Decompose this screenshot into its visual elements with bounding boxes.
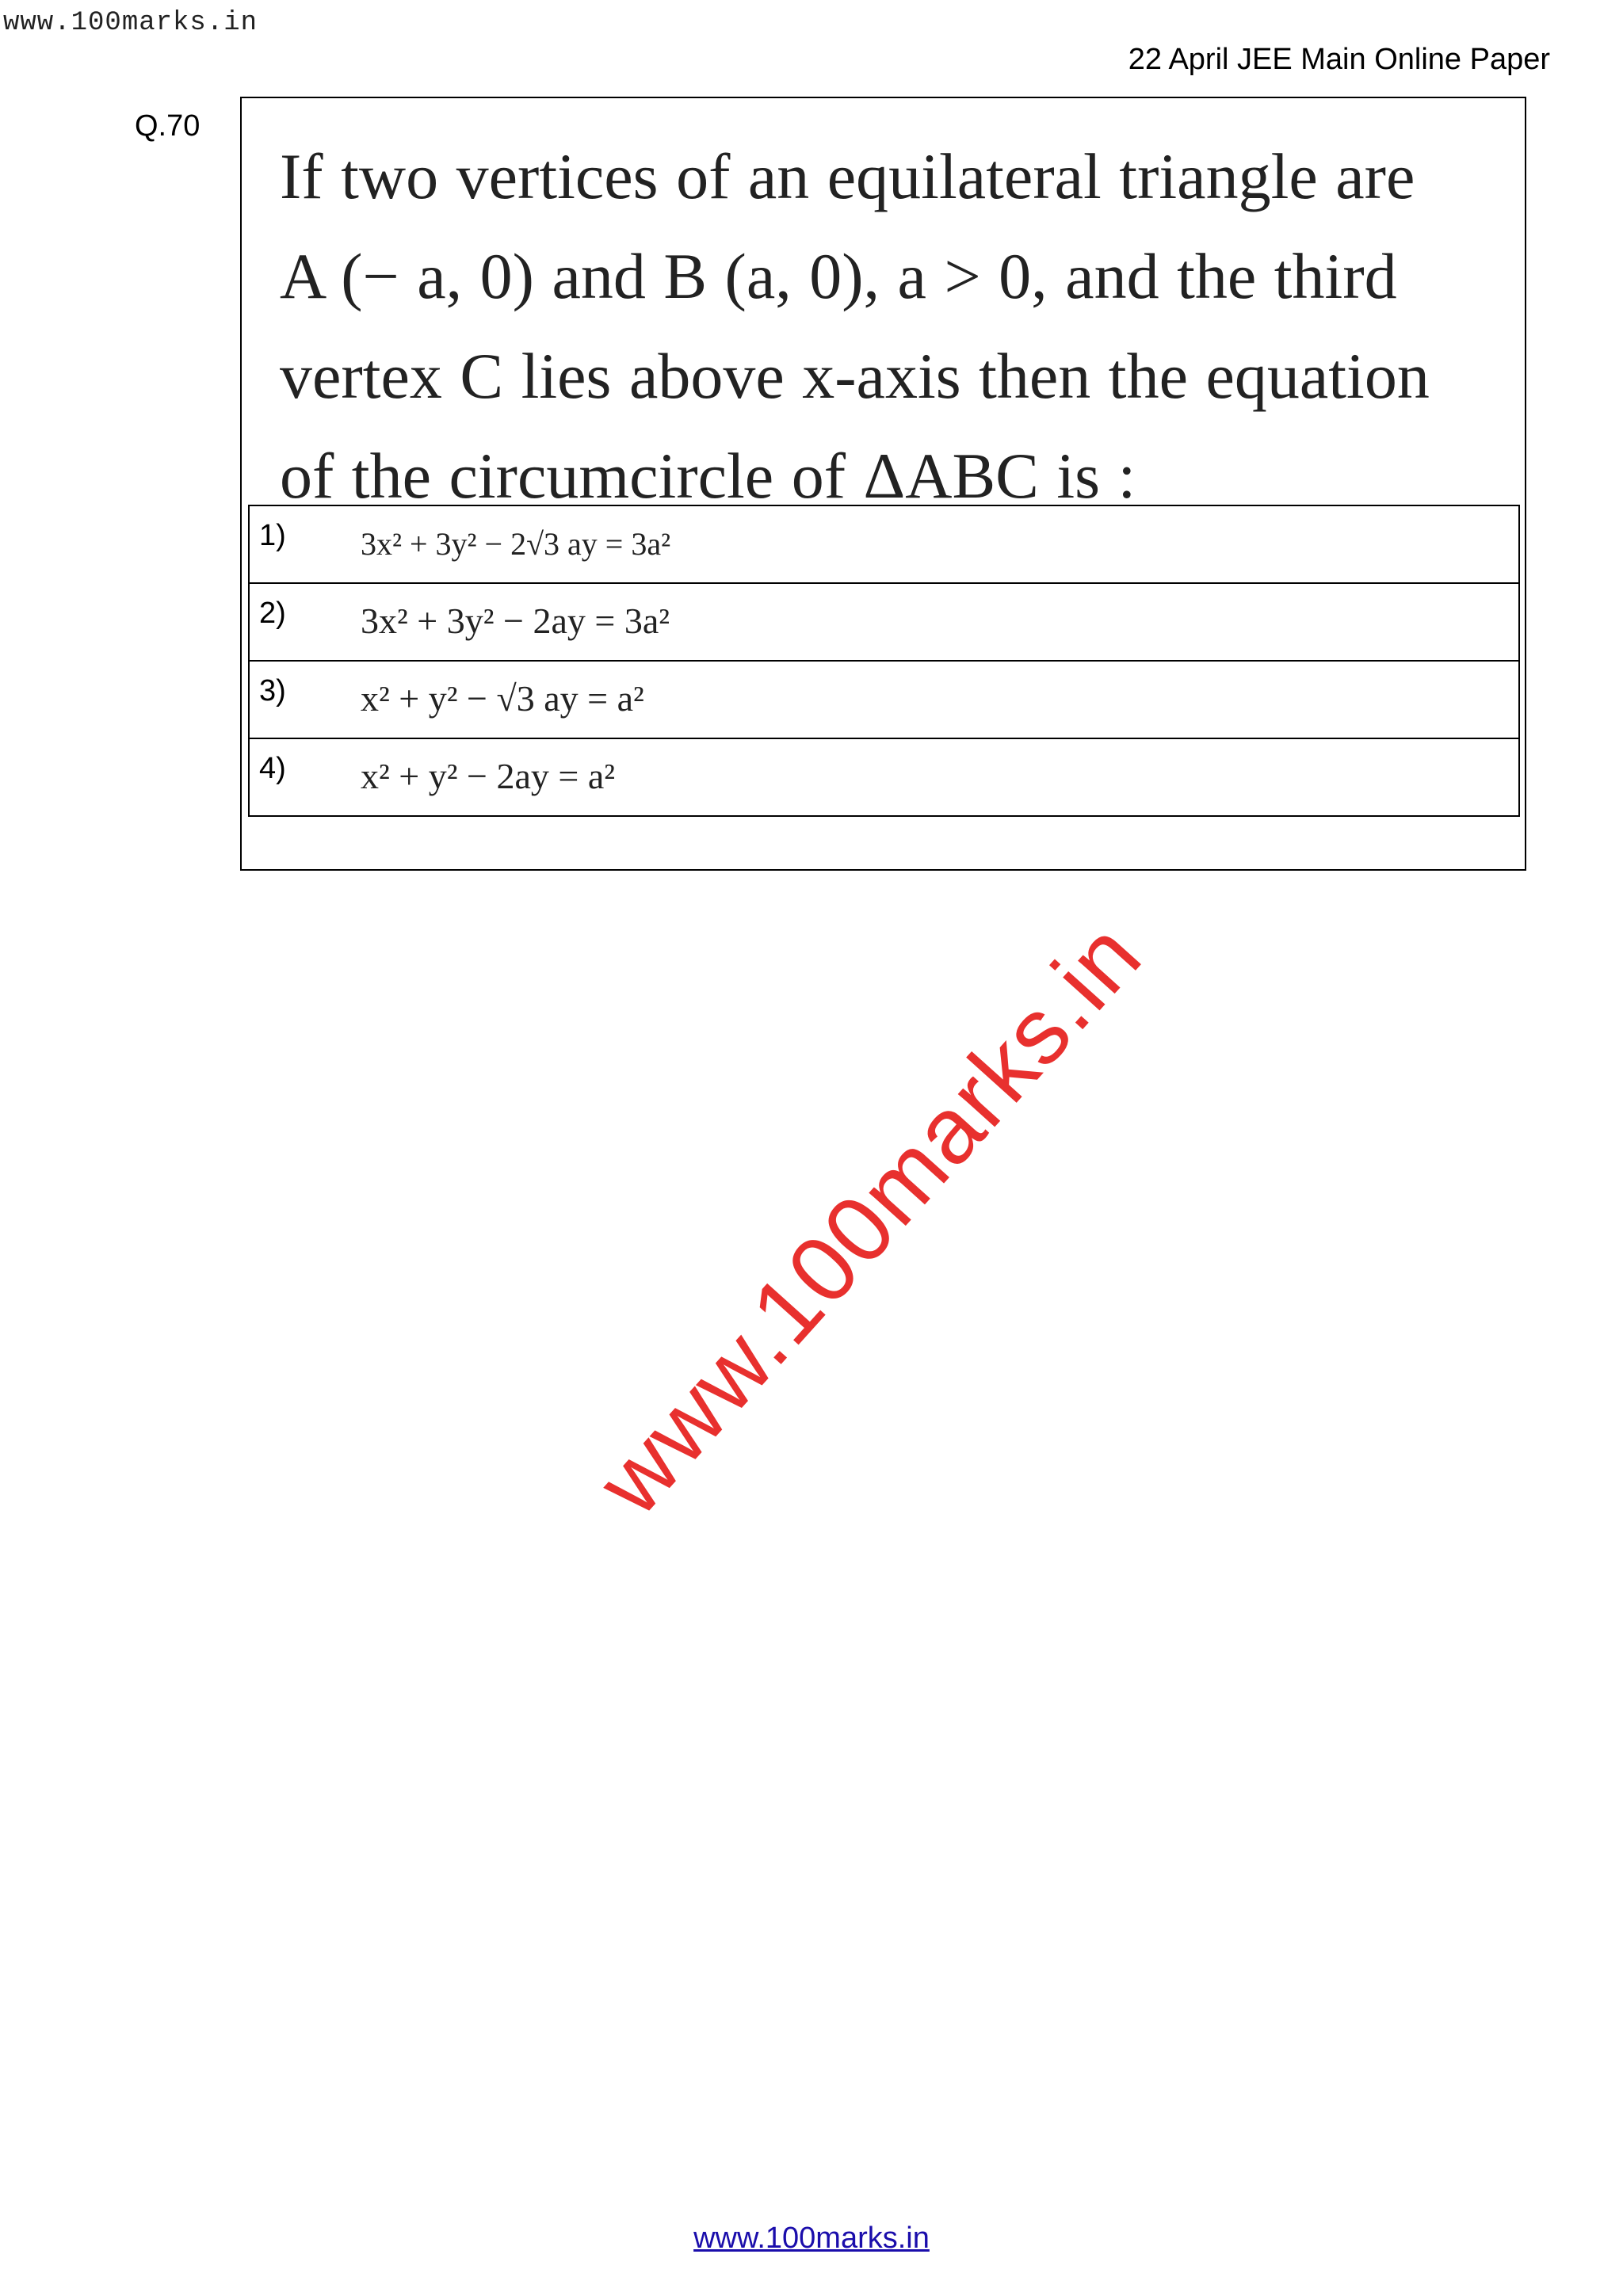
footer-link[interactable]: www.100marks.in	[693, 2222, 930, 2255]
paper-title: 22 April JEE Main Online Paper	[1128, 43, 1550, 76]
question-line: of the circumcircle of ΔABC is :	[280, 440, 1136, 512]
option-number: 3)	[259, 674, 286, 707]
question-text	[280, 127, 1516, 526]
option-number: 2)	[259, 597, 286, 630]
option-number: 1)	[259, 519, 286, 552]
question-line: A (− a, 0) and B (a, 0), a > 0, and the third	[280, 240, 1397, 312]
options-table	[248, 505, 1520, 817]
option-row	[249, 661, 1519, 738]
option-expression: x² + y² − 2ay = a²	[361, 756, 616, 796]
option-row	[249, 505, 1519, 583]
question-box	[240, 97, 1526, 871]
option-expression: 3x² + 3y² − 2ay = 3a²	[361, 601, 670, 641]
option-expression: 3x² + 3y² − 2√3 ay = 3a²	[361, 526, 671, 562]
option-row	[249, 583, 1519, 661]
watermark: www.100marks.in	[577, 902, 1162, 1535]
question-number: Q.70	[135, 109, 200, 143]
question-line: vertex C lies above x-axis then the equation	[280, 340, 1430, 412]
site-url: www.100marks.in	[3, 8, 258, 38]
question-line: If two vertices of an equilateral triangle are	[280, 140, 1415, 212]
option-number: 4)	[259, 752, 286, 785]
option-expression: x² + y² − √3 ay = a²	[361, 678, 644, 719]
option-row	[249, 738, 1519, 816]
